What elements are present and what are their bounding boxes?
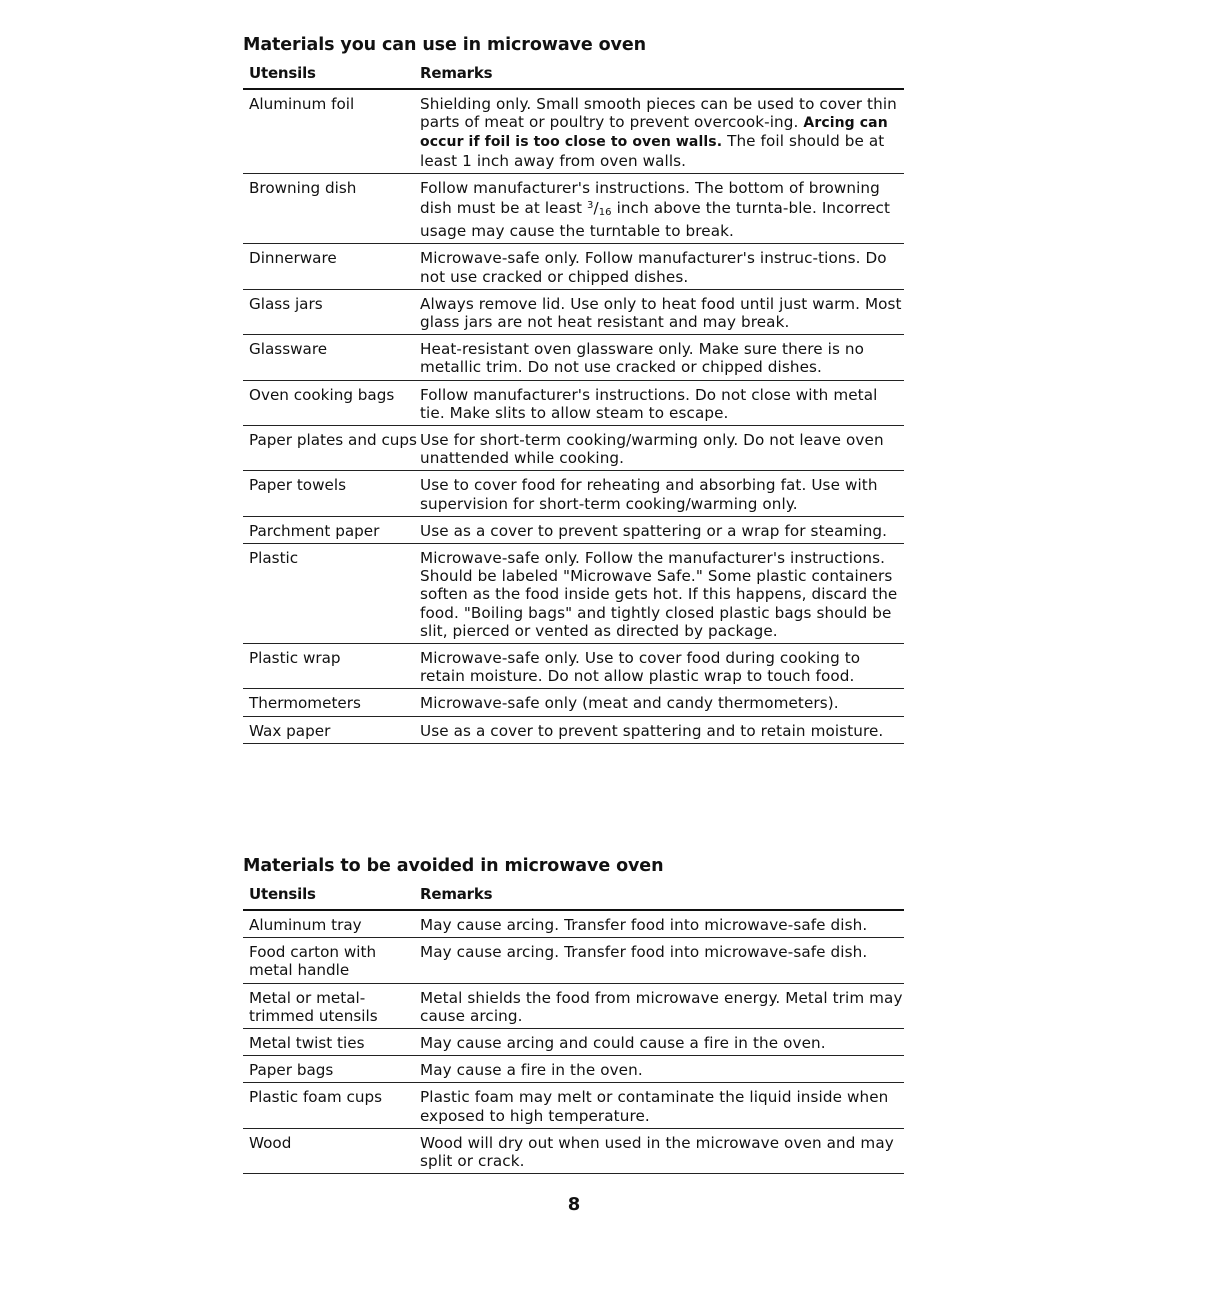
utensil-cell: Plastic foam cups	[249, 1088, 383, 1107]
utensil-cell: Paper bags	[249, 1061, 334, 1080]
page-number: 8	[567, 1194, 581, 1215]
utensil-cell: Dinnerware	[249, 249, 337, 268]
remark-cell: Always remove lid. Use only to heat food until just warm. Most glass jars are not heat resistant and may break.	[420, 294, 902, 332]
utensil-cell: Browning dish	[249, 178, 357, 197]
table-row	[243, 517, 904, 544]
remark-cell: Metal shields the food from microwave energy. Metal trim may cause arcing.	[420, 988, 903, 1025]
table-row	[243, 1129, 904, 1174]
utensil-cell: Wood	[249, 1133, 292, 1152]
remark-cell	[419, 95, 904, 170]
utensil-cell: Parchment paper	[249, 521, 380, 540]
table-row	[243, 717, 904, 744]
fraction-denominator: 16	[598, 207, 612, 219]
table-row	[243, 290, 904, 335]
remark-cell: Microwave-safe only. Use to cover food during cooking to retain moisture. Do not allow plastic wrap to touch food.	[420, 649, 861, 686]
utensil-cell: Metal twist ties	[249, 1034, 365, 1053]
utensil-cell: Plastic wrap	[249, 649, 341, 668]
header-utensils: Utensils	[249, 64, 316, 82]
remark-cell: May cause arcing. Transfer food into microwave-safe dish.	[420, 943, 868, 962]
table-row	[243, 984, 904, 1029]
section-title: Materials you can use in microwave oven	[243, 35, 646, 55]
table-header	[243, 62, 904, 90]
table-row	[243, 689, 904, 716]
table-row	[243, 471, 904, 516]
table-row	[243, 426, 904, 471]
utensil-cell: Glassware	[249, 340, 328, 359]
utensil-cell: Oven cooking bags	[249, 385, 395, 404]
section-materials-can-use	[243, 32, 904, 744]
table-row	[243, 1029, 904, 1056]
table-row	[243, 174, 904, 245]
utensil-cell: Paper plates and cups	[249, 431, 417, 450]
remark-text: The foil should be at least 1 inch away from oven walls.	[420, 132, 885, 170]
table-row	[243, 381, 904, 426]
remark-cell: Plastic foam may melt or contaminate the liquid inside when exposed to high temperature.	[420, 1088, 889, 1125]
utensil-cell: Metal or metal-trimmed utensils	[249, 988, 378, 1025]
remark-cell: May cause arcing and could cause a fire in the oven.	[420, 1034, 826, 1053]
remark-cell: Use for short-term cooking/warming only. Do not leave oven unattended while cooking.	[420, 431, 884, 468]
fraction-numerator: 3	[587, 200, 594, 212]
utensil-cell: Thermometers	[249, 694, 361, 713]
utensil-cell: Glass jars	[249, 294, 323, 313]
remark-cell: Wood will dry out when used in the microwave oven and may split or crack.	[420, 1133, 894, 1171]
remark-cell: Use as a cover to prevent spattering and to retain moisture.	[420, 721, 884, 740]
remark-text: Follow manufacturer's instructions. The bottom of browning dish must be at least	[420, 178, 880, 218]
utensil-cell: Aluminum tray	[249, 916, 362, 934]
utensil-cell: Wax paper	[249, 721, 331, 740]
table-row	[243, 911, 904, 938]
table-row	[243, 335, 904, 380]
remark-warning: Arcing can occur if foil is too close to oven walls.	[420, 115, 888, 151]
header-utensils: Utensils	[249, 885, 316, 903]
remark-cell: Microwave-safe only. Follow the manufacturer's instructions. Should be labeled "Microwave Safe." Some plastic containers soften as the food inside gets hot. If this happens, discard the food. "Boiling bags" and tightly closed plastic bags should be slit, pierced or vented as directed by package.	[420, 549, 898, 640]
remark-cell: May cause a fire in the oven.	[420, 1061, 643, 1080]
remark-text: inch above the turnta-ble. Incorrect usage may cause the turntable to break.	[420, 199, 891, 241]
table-header	[243, 883, 904, 911]
remark-cell: Use as a cover to prevent spattering or a wrap for steaming.	[420, 521, 888, 540]
utensil-cell: Aluminum foil	[249, 95, 355, 113]
table-row	[243, 90, 904, 174]
table-row	[243, 644, 904, 689]
remark-cell: Follow manufacturer's instructions. Do not close with metal tie. Make slits to allow steam to escape.	[420, 385, 878, 422]
header-remarks: Remarks	[420, 64, 493, 82]
table-row	[243, 544, 904, 644]
utensil-cell: Plastic	[249, 549, 299, 568]
section-materials-avoid	[243, 853, 904, 1174]
remark-cell: Use to cover food for reheating and absorbing fat. Use with supervision for short-term cooking/warming only.	[420, 476, 878, 513]
remark-cell: Follow manufacturer's instructions. The bottom of browning dish must be at least $^3/_{16}$ inch above the turnta-ble. Incorrect usage may cause the turntable to break.	[420, 178, 891, 241]
remark-text: Shielding only. Small smooth pieces can be used to cover thin parts of meat or poultry to prevent overcook-ing.	[420, 95, 897, 132]
remark-cell: May cause arcing. Transfer food into microwave-safe dish.	[420, 916, 868, 934]
table-row	[243, 244, 904, 289]
utensil-cell: Food carton with metal handle	[249, 943, 377, 980]
table-row	[243, 938, 904, 983]
utensil-cell: Paper towels	[249, 476, 346, 495]
remark-cell: Heat-resistant oven glassware only. Make sure there is no metallic trim. Do not use cracked or chipped dishes.	[420, 340, 865, 377]
remark-cell: Microwave-safe only (meat and candy thermometers).	[420, 694, 839, 713]
section-title: Materials to be avoided in microwave oven	[243, 856, 664, 876]
remark-cell: Microwave-safe only. Follow manufacturer's instruc-tions. Do not use cracked or chipped dishes.	[420, 249, 887, 286]
table-row	[243, 1056, 904, 1083]
table-row	[243, 1083, 904, 1128]
header-remarks: Remarks	[420, 885, 493, 903]
